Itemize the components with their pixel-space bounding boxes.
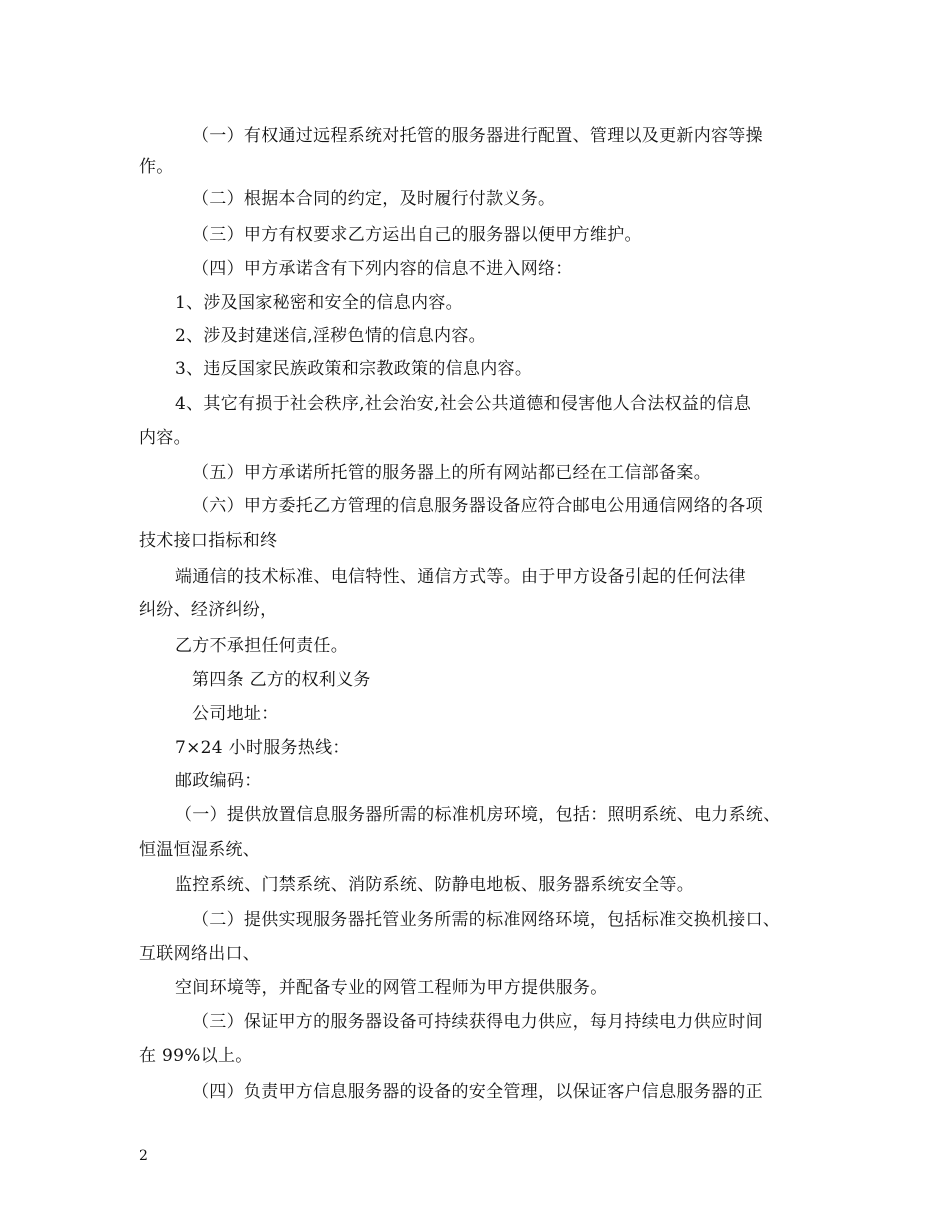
list-item: 1、涉及国家秘密和安全的信息内容。	[175, 293, 463, 313]
text-line: 恒温恒湿系统、	[139, 840, 261, 860]
list-item: 2、涉及封建迷信,淫秽色情的信息内容。	[175, 326, 486, 346]
text-line: （三）保证甲方的服务器设备可持续获得电力供应，每月持续电力供应时间	[192, 1012, 763, 1032]
text-line: （四）负责甲方信息服务器的设备的安全管理，以保证客户信息服务器的正	[192, 1082, 763, 1102]
text-line: 空间环境等，并配备专业的网管工程师为甲方提供服务。	[175, 978, 608, 998]
text-line: 监控系统、门禁系统、消防系统、防静电地板、服务器系统安全等。	[175, 875, 694, 895]
text-line: 纠纷、经济纠纷，	[139, 600, 278, 620]
text-line: （二）提供实现服务器托管业务所需的标准网络环境，包括标准交换机接口、	[192, 910, 781, 930]
section-heading: 第四条 乙方的权利义务	[192, 670, 371, 690]
list-item: 4、其它有损于社会秩序,社会治安,社会公共道德和侵害他人合法权益的信息	[175, 394, 752, 414]
text-line: （六）甲方委托乙方管理的信息服务器设备应符合邮电公用通信网络的各项	[192, 496, 763, 516]
text-line: 内容。	[139, 428, 191, 448]
company-address-label: 公司地址：	[192, 704, 279, 724]
text-line: （五）甲方承诺所托管的服务器上的所有网站都已经在工信部备案。	[192, 463, 711, 483]
postal-code-label: 邮政编码：	[175, 771, 262, 791]
hotline-label: 7×24 小时服务热线：	[175, 738, 350, 758]
text-line: 技术接口指标和终	[139, 531, 278, 551]
text-line: （二）根据本合同的约定，及时履行付款义务。	[192, 189, 556, 209]
text-line: 互联网络出口、	[139, 944, 261, 964]
text-line: （三）甲方有权要求乙方运出自己的服务器以便甲方维护。	[192, 225, 642, 245]
page-number: 2	[139, 1148, 148, 1164]
text-line: （四）甲方承诺含有下列内容的信息不进入网络：	[192, 259, 573, 279]
list-item: 3、违反国家民族政策和宗教政策的信息内容。	[175, 359, 533, 379]
text-line: （一）提供放置信息服务器所需的标准机房环境，包括：照明系统、电力系统、	[175, 805, 781, 825]
text-line: 在 99%以上。	[139, 1046, 253, 1066]
text-line: 端通信的技术标准、电信特性、通信方式等。由于甲方设备引起的任何法律	[175, 567, 746, 587]
text-line: 作。	[139, 157, 174, 177]
text-line: （一）有权通过远程系统对托管的服务器进行配置、管理以及更新内容等操	[192, 126, 763, 146]
text-line: 乙方不承担任何责任。	[175, 636, 348, 656]
